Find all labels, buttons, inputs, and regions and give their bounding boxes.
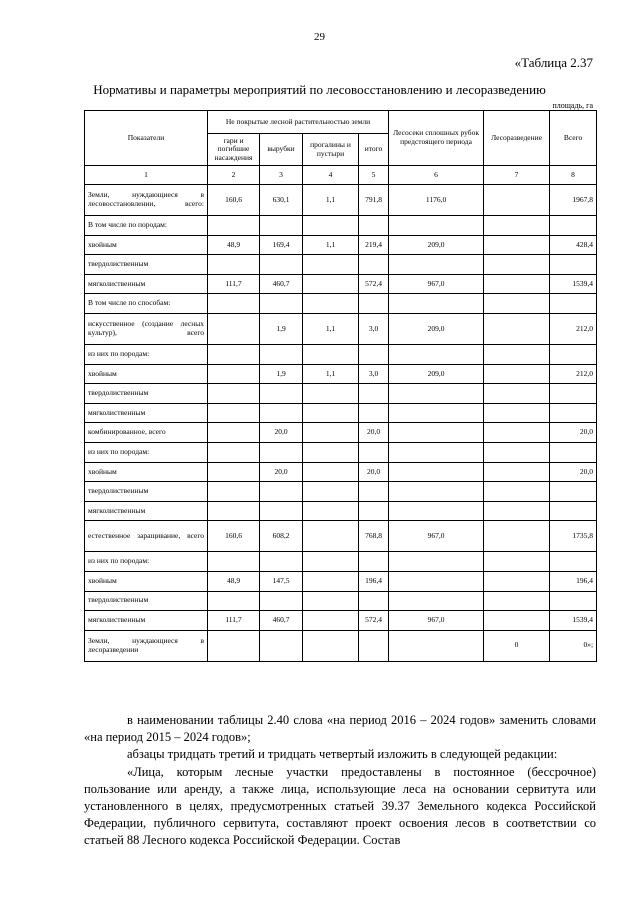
cell-value: 1,9: [260, 313, 303, 344]
cell-value: [550, 255, 597, 275]
table-title: Нормативы и параметры мероприятий по лесовосстановлению и лесоразведению: [93, 82, 546, 97]
cell-value: [303, 591, 359, 611]
paragraph: в наименовании таблицы 2.40 слова «на период 2016 – 2024 годов» заменить словами «на период 2015 – 2024 годов»;: [84, 713, 596, 745]
table-row: [85, 630, 597, 661]
cell-value: [389, 571, 484, 591]
units-label: площадь, га: [552, 101, 593, 110]
row-label: Земли, нуждающиеся в лесовосстановлении, всего:: [85, 185, 208, 216]
cell-value: [208, 462, 260, 482]
cell-value: [484, 462, 550, 482]
col-number: 6: [389, 166, 484, 185]
cell-value: 196,4: [359, 571, 389, 591]
cell-value: 572,4: [359, 274, 389, 294]
cell-value: 460,7: [260, 611, 303, 631]
table-row: [85, 501, 597, 521]
cell-value: 160,6: [208, 521, 260, 552]
cell-value: [484, 274, 550, 294]
cell-value: 20,0: [260, 462, 303, 482]
cell-value: [389, 462, 484, 482]
cell-value: 967,0: [389, 274, 484, 294]
cell-value: [550, 591, 597, 611]
cell-value: [260, 482, 303, 502]
cell-value: [359, 216, 389, 236]
cell-value: 20,0: [359, 423, 389, 443]
cell-value: 219,4: [359, 235, 389, 255]
header-burns: гари и погибшие насаждения: [208, 134, 260, 166]
cell-value: [303, 423, 359, 443]
cell-value: 20,0: [359, 462, 389, 482]
cell-value: 212,0: [550, 364, 597, 384]
cell-value: [359, 344, 389, 364]
cell-value: [550, 442, 597, 462]
cell-value: 3,0: [359, 313, 389, 344]
header-total: Всего: [550, 111, 597, 166]
header-clearings: вырубки: [260, 134, 303, 166]
cell-value: 111,7: [208, 611, 260, 631]
row-label: комбинированное, всего: [85, 423, 208, 443]
row-label: твердолиственным: [85, 255, 208, 275]
cell-value: 169,4: [260, 235, 303, 255]
table-row: [85, 185, 597, 216]
table-row: [85, 313, 597, 344]
col-number: 2: [208, 166, 260, 185]
cell-value: [303, 630, 359, 661]
row-label: из них по породам:: [85, 344, 208, 364]
cell-value: 1967,8: [550, 185, 597, 216]
cell-value: 572,4: [359, 611, 389, 631]
table-row: [85, 591, 597, 611]
cell-value: [484, 611, 550, 631]
cell-value: [484, 185, 550, 216]
cell-value: 20,0: [550, 462, 597, 482]
cell-value: 48,9: [208, 571, 260, 591]
cell-value: 111,7: [208, 274, 260, 294]
cell-value: [303, 571, 359, 591]
cell-value: [260, 403, 303, 423]
paragraph: абзацы тридцать третий и тридцать четвертый изложить в следующей редакции:: [127, 747, 558, 762]
cell-value: 460,7: [260, 274, 303, 294]
cell-value: [303, 552, 359, 572]
cell-value: [208, 364, 260, 384]
table-row: [85, 403, 597, 423]
row-label: твердолиственным: [85, 591, 208, 611]
table-row: [85, 462, 597, 482]
row-label: из них по породам:: [85, 442, 208, 462]
cell-value: [484, 403, 550, 423]
table-row: [85, 611, 597, 631]
cell-value: 1,1: [303, 364, 359, 384]
header-indicators: Показатели: [85, 111, 208, 166]
header-cutting-areas: Лесосеки сплошных рубок предстоящего периода: [389, 111, 484, 166]
cell-value: [303, 403, 359, 423]
row-label: мягколиственным: [85, 501, 208, 521]
cell-value: [550, 216, 597, 236]
cell-value: 0»;: [550, 630, 597, 661]
row-label: мягколиственным: [85, 403, 208, 423]
cell-value: [303, 462, 359, 482]
cell-value: [208, 501, 260, 521]
cell-value: 0: [484, 630, 550, 661]
cell-value: [484, 384, 550, 404]
col-number: 1: [85, 166, 208, 185]
row-label: Земли, нуждающиеся в лесоразведении: [85, 630, 208, 661]
cell-value: [208, 294, 260, 314]
cell-value: [359, 384, 389, 404]
cell-value: [359, 501, 389, 521]
cell-value: [260, 442, 303, 462]
header-total-sub: итого: [359, 134, 389, 166]
cell-value: [260, 384, 303, 404]
cell-value: [389, 442, 484, 462]
table-row: [85, 442, 597, 462]
cell-value: [484, 313, 550, 344]
cell-value: [303, 255, 359, 275]
table-row: [85, 255, 597, 275]
cell-value: 791,8: [359, 185, 389, 216]
cell-value: [389, 403, 484, 423]
cell-value: 20,0: [550, 423, 597, 443]
cell-value: [260, 630, 303, 661]
cell-value: [550, 552, 597, 572]
page-number: 29: [314, 31, 325, 43]
cell-value: [484, 501, 550, 521]
row-label: хвойным: [85, 235, 208, 255]
table-row: [85, 235, 597, 255]
cell-value: [359, 255, 389, 275]
cell-value: [550, 344, 597, 364]
forest-restoration-table: [84, 110, 597, 662]
cell-value: 1,1: [303, 185, 359, 216]
cell-value: 160,6: [208, 185, 260, 216]
cell-value: [484, 423, 550, 443]
cell-value: [303, 344, 359, 364]
cell-value: [359, 591, 389, 611]
paragraph: «Лица, которым лесные участки предоставлены в постоянное (бессрочное) пользование или аренду, а также лица, использующие леса на основании сервитута или установленного в целях, предусмотренных статьей 39.37 Земельного кодекса Российской Федерации, публичного сервитута, составляют проект освоения лесов в соответствии со статьей 88 Лесного кодекса Российской Федерации. Состав: [84, 764, 596, 848]
cell-value: [208, 591, 260, 611]
cell-value: [303, 501, 359, 521]
cell-value: [484, 235, 550, 255]
cell-value: [484, 552, 550, 572]
cell-value: 20,0: [260, 423, 303, 443]
cell-value: [359, 403, 389, 423]
cell-value: [550, 294, 597, 314]
cell-value: [303, 442, 359, 462]
cell-value: [389, 630, 484, 661]
cell-value: 1,1: [303, 235, 359, 255]
cell-value: 428,4: [550, 235, 597, 255]
row-label: хвойным: [85, 364, 208, 384]
cell-value: 48,9: [208, 235, 260, 255]
col-number: 3: [260, 166, 303, 185]
cell-value: [389, 552, 484, 572]
col-number: 8: [550, 166, 597, 185]
cell-value: 768,8: [359, 521, 389, 552]
cell-value: 1539,4: [550, 274, 597, 294]
cell-value: [389, 501, 484, 521]
cell-value: [303, 521, 359, 552]
cell-value: [484, 255, 550, 275]
cell-value: 1,1: [303, 313, 359, 344]
cell-value: [303, 482, 359, 502]
cell-value: [260, 501, 303, 521]
cell-value: [303, 294, 359, 314]
cell-value: [484, 591, 550, 611]
cell-value: 3,0: [359, 364, 389, 384]
cell-value: [208, 552, 260, 572]
cell-value: [389, 591, 484, 611]
cell-value: 630,1: [260, 185, 303, 216]
table-row: [85, 364, 597, 384]
cell-value: [550, 384, 597, 404]
body-text: [84, 712, 596, 850]
row-label: твердолиственным: [85, 482, 208, 502]
table-row: [85, 294, 597, 314]
cell-value: [260, 591, 303, 611]
cell-value: [389, 384, 484, 404]
cell-value: 1735,8: [550, 521, 597, 552]
cell-value: [359, 552, 389, 572]
cell-value: 147,5: [260, 571, 303, 591]
table-row: [85, 274, 597, 294]
row-label: из них по породам:: [85, 552, 208, 572]
cell-value: 967,0: [389, 611, 484, 631]
cell-value: [260, 344, 303, 364]
cell-value: 209,0: [389, 364, 484, 384]
cell-value: [303, 611, 359, 631]
cell-value: [389, 216, 484, 236]
cell-value: [208, 313, 260, 344]
cell-value: [208, 423, 260, 443]
cell-value: [359, 630, 389, 661]
cell-value: [208, 630, 260, 661]
table-row: [85, 344, 597, 364]
cell-value: [550, 501, 597, 521]
cell-value: [389, 482, 484, 502]
table-row: [85, 423, 597, 443]
cell-value: [208, 442, 260, 462]
cell-value: 608,2: [260, 521, 303, 552]
table-row: [85, 571, 597, 591]
cell-value: [484, 571, 550, 591]
cell-value: [208, 482, 260, 502]
row-label: В том числе по способам:: [85, 294, 208, 314]
cell-value: 196,4: [550, 571, 597, 591]
cell-value: 212,0: [550, 313, 597, 344]
row-label: искусственное (создание лесных культур), всего: [85, 313, 208, 344]
cell-value: 1176,0: [389, 185, 484, 216]
cell-value: [550, 482, 597, 502]
cell-value: [484, 442, 550, 462]
cell-value: [359, 294, 389, 314]
table-row: [85, 482, 597, 502]
row-label: мягколиственным: [85, 611, 208, 631]
cell-value: 1539,4: [550, 611, 597, 631]
cell-value: [208, 403, 260, 423]
cell-value: [389, 255, 484, 275]
cell-value: [260, 294, 303, 314]
cell-value: [260, 552, 303, 572]
row-label: твердолиственным: [85, 384, 208, 404]
cell-value: [484, 364, 550, 384]
cell-value: 209,0: [389, 235, 484, 255]
cell-value: [484, 482, 550, 502]
cell-value: [208, 344, 260, 364]
header-not-covered: Не покрытые лесной растительностью земли: [208, 111, 389, 134]
row-label: В том числе по породам:: [85, 216, 208, 236]
header-afforestation: Лесоразведение: [484, 111, 550, 166]
cell-value: [208, 384, 260, 404]
col-number: 5: [359, 166, 389, 185]
cell-value: 209,0: [389, 313, 484, 344]
cell-value: [303, 274, 359, 294]
row-label: хвойным: [85, 462, 208, 482]
table-row: [85, 552, 597, 572]
table-label: «Таблица 2.37: [514, 55, 593, 70]
row-label: хвойным: [85, 571, 208, 591]
cell-value: [260, 255, 303, 275]
cell-value: [550, 403, 597, 423]
cell-value: [389, 423, 484, 443]
cell-value: 967,0: [389, 521, 484, 552]
cell-value: [303, 384, 359, 404]
col-number: 7: [484, 166, 550, 185]
cell-value: [389, 294, 484, 314]
cell-value: [359, 442, 389, 462]
row-label: мягколиственным: [85, 274, 208, 294]
cell-value: [484, 521, 550, 552]
col-number: 4: [303, 166, 359, 185]
cell-value: [484, 216, 550, 236]
row-label: естественное заращивание, всего: [85, 521, 208, 552]
cell-value: [389, 344, 484, 364]
cell-value: [303, 216, 359, 236]
cell-value: [208, 255, 260, 275]
cell-value: [359, 482, 389, 502]
table-row: [85, 216, 597, 236]
table-row: [85, 384, 597, 404]
cell-value: [484, 344, 550, 364]
table-row: [85, 521, 597, 552]
cell-value: [208, 216, 260, 236]
cell-value: [484, 294, 550, 314]
cell-value: 1,9: [260, 364, 303, 384]
header-glades: прогалины и пустыри: [303, 134, 359, 166]
cell-value: [260, 216, 303, 236]
